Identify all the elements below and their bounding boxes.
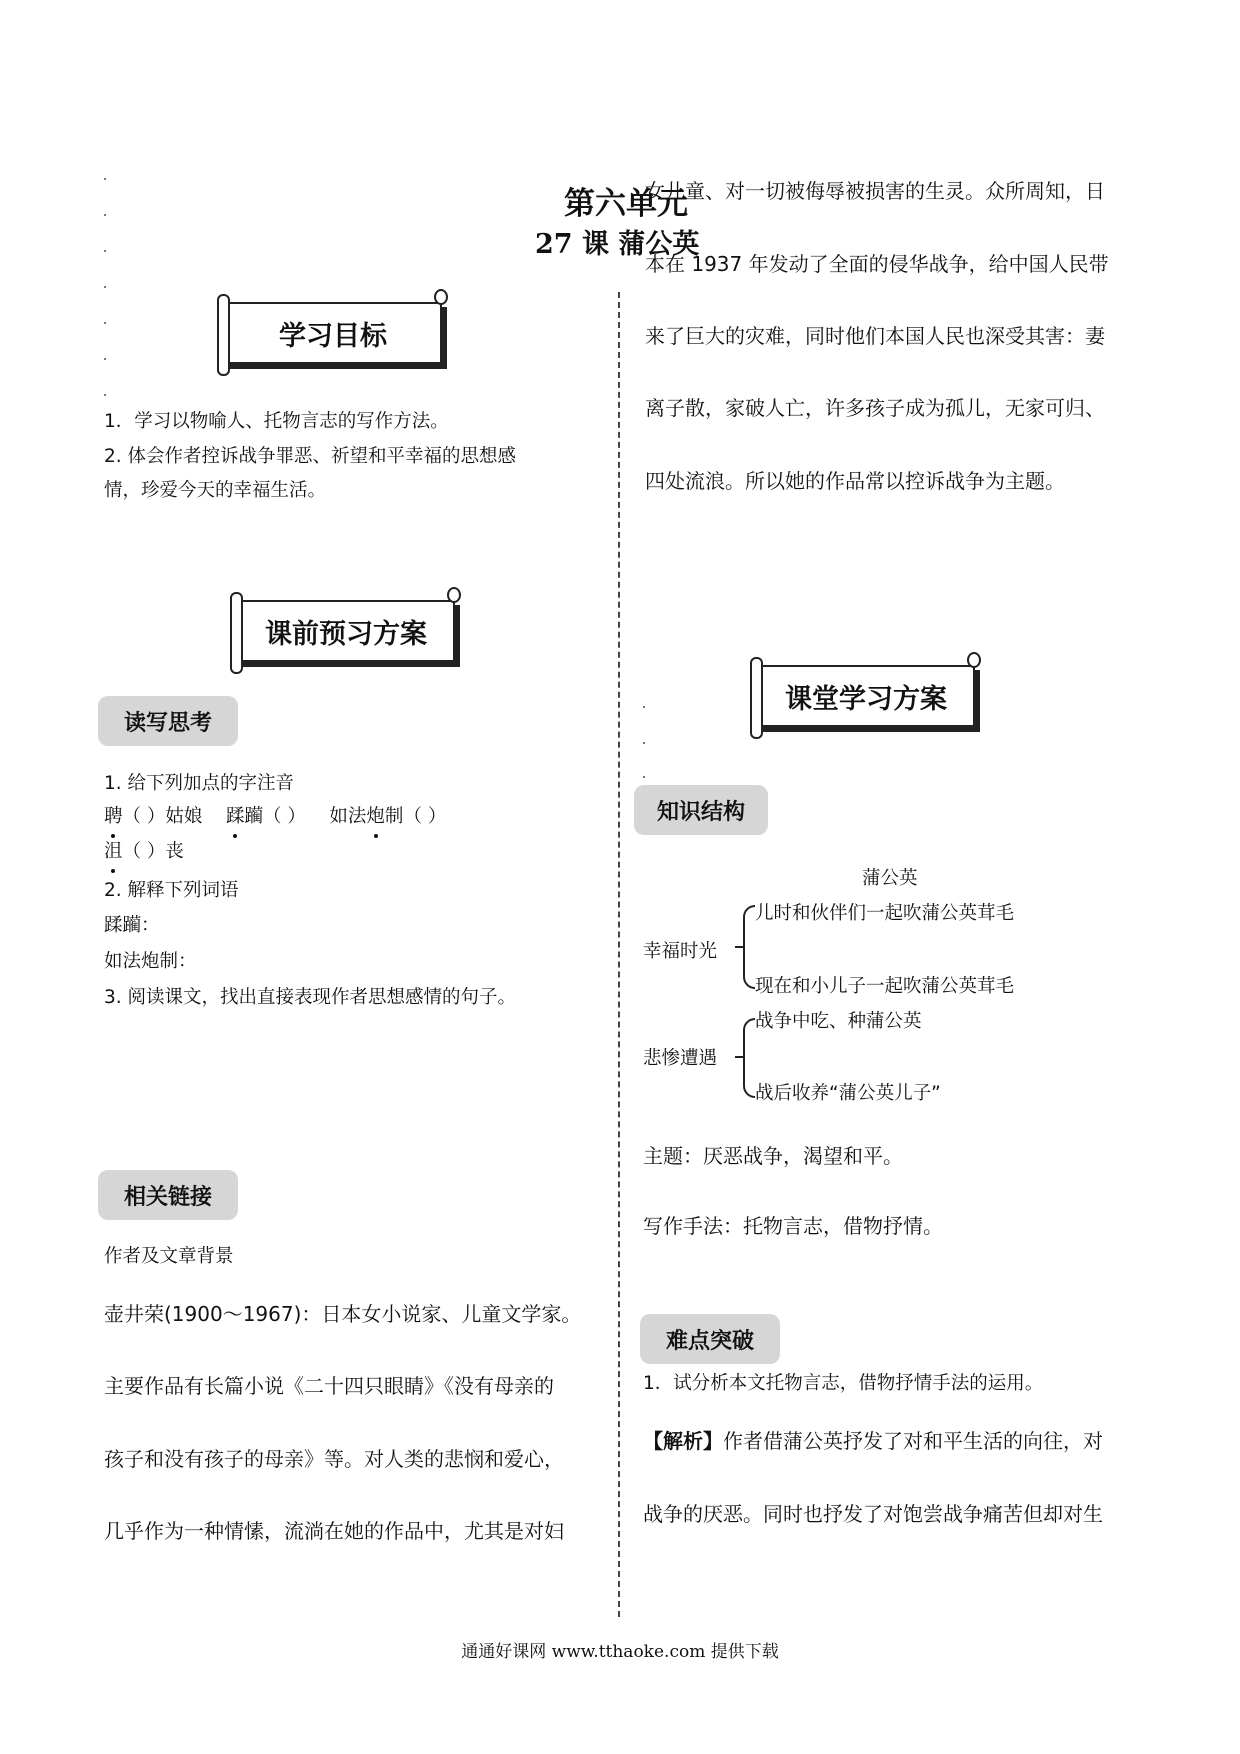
difficulty-question: 1．试分析本文托物言志，借物抒情手法的运用。 (643, 1373, 1044, 1394)
reading-question: 3. 阅读课文，找出直接表现作者思想感情的句子。 (104, 987, 517, 1008)
brace-icon (743, 905, 755, 989)
scan-mark (104, 358, 106, 360)
preview-banner-label: 课前预习方案 (265, 618, 427, 650)
related-line: 壶井荣(1900～1967)：日本女小说家、儿童文学家。 (104, 1302, 582, 1326)
scan-mark (104, 394, 106, 396)
structure-item: 战争中吃、种蒲公英 (755, 1011, 922, 1032)
scan-mark (643, 742, 645, 744)
objectives-banner (224, 302, 442, 364)
pinyin-blank[interactable]: （ ） (403, 806, 447, 827)
analysis-text: 作者借蒲公英抒发了对和平生活的向往，对 (723, 1429, 1103, 1453)
objective-item: 情，珍爱今天的幸福生活。 (104, 480, 327, 501)
scroll-curl-icon (447, 587, 461, 603)
footer-credit: 通通好课网 www.tthaoke.com 提供下载 (461, 1642, 779, 1662)
theme-line: 主题：厌恶战争，渴望和平。 (643, 1144, 903, 1168)
plain-char: 躏 (244, 806, 263, 827)
scan-mark (104, 322, 106, 324)
background-continued: 本在 1937 年发动了全面的侵华战争，给中国人民带 (645, 252, 1109, 276)
dotted-char: 聘 (104, 800, 123, 834)
vocab-item: 如法炮制： (104, 951, 197, 972)
background-continued: 来了巨大的灾难，同时他们本国人民也深受其害：妻 (645, 324, 1105, 348)
unit-title: 第六单元 (564, 186, 688, 222)
classroom-banner-label: 课堂学习方案 (785, 683, 947, 715)
analysis-tag: 【解析】 (643, 1429, 723, 1453)
scan-mark (104, 214, 106, 216)
structure-item: 现在和小儿子一起吹蒲公英茸毛 (755, 976, 1015, 997)
scan-mark (643, 706, 645, 708)
section-label-structure: 知识结构 (634, 785, 768, 835)
related-subtitle: 作者及文章背景 (104, 1246, 234, 1267)
pinyin-line-2 (104, 835, 184, 869)
scroll-curl-icon (434, 289, 448, 305)
pinyin-blank[interactable]: （ ）丧 (122, 841, 184, 862)
structure-item: 儿时和伙伴们一起吹蒲公英茸毛 (755, 903, 1015, 924)
related-line: 孩子和没有孩子的母亲》等。对人类的悲悯和爱心， (104, 1447, 564, 1471)
scan-mark (104, 178, 106, 180)
section-label-difficulty: 难点突破 (640, 1314, 780, 1364)
vocab-item: 蹂躏： (104, 915, 160, 936)
background-continued: 离子散，家破人亡，许多孩子成为孤儿，无家可归、 (645, 396, 1105, 420)
analysis-line (643, 1425, 1103, 1454)
background-continued: 女儿童、对一切被侮辱被损害的生灵。众所周知，日 (645, 179, 1105, 203)
objective-item: 1．学习以物喻人、托物言志的写作方法。 (104, 411, 449, 432)
objectives-banner-label: 学习目标 (279, 320, 387, 352)
scroll-curl-icon (217, 294, 230, 376)
column-divider (618, 292, 620, 1617)
structure-root: 蒲公英 (862, 868, 918, 889)
pinyin-blank[interactable]: （ ） (262, 806, 306, 827)
related-line: 几乎作为一种情愫，流淌在她的作品中，尤其是对妇 (104, 1519, 564, 1543)
brace-tip (735, 946, 744, 948)
scroll-curl-icon (750, 657, 763, 739)
section-label-read-write: 读写思考 (98, 696, 238, 746)
dotted-char: 沮 (104, 835, 123, 869)
section-label-related: 相关链接 (98, 1170, 238, 1220)
brace-tip (735, 1056, 744, 1058)
classroom-banner (757, 665, 975, 727)
pinyin-blank[interactable]: （ ）姑娘 (122, 806, 203, 827)
related-line: 主要作品有长篇小说《二十四只眼睛》《没有母亲的 (104, 1374, 554, 1398)
pinyin-line-1 (104, 800, 446, 834)
structure-group-label: 幸福时光 (643, 941, 718, 962)
brace-icon (743, 1018, 755, 1098)
scroll-curl-icon (230, 592, 243, 674)
scan-mark (643, 776, 645, 778)
lesson-title: 27 课 蒲公英 (535, 229, 700, 260)
dotted-char: 蹂 (226, 800, 245, 834)
analysis-line: 战争的厌恶。同时也抒发了对饱尝战争痛苦但却对生 (643, 1502, 1103, 1526)
objective-item: 2. 体会作者控诉战争罪恶、祈望和平幸福的思想感 (104, 446, 517, 467)
scan-mark (104, 250, 106, 252)
background-continued: 四处流浪。所以她的作品常以控诉战争为主题。 (645, 469, 1065, 493)
plain-char: 制 (384, 806, 404, 827)
structure-item: 战后收养“蒲公英儿子” (755, 1083, 941, 1104)
structure-group-label: 悲惨遭遇 (643, 1048, 718, 1069)
technique-line: 写作手法：托物言志，借物抒情。 (643, 1214, 943, 1238)
preview-banner (237, 600, 455, 662)
scan-mark (104, 286, 106, 288)
plain-char: 如法 (329, 806, 367, 827)
scroll-curl-icon (967, 652, 981, 668)
vocab-question: 2. 解释下列词语 (104, 880, 239, 901)
pinyin-question: 1. 给下列加点的字注音 (104, 773, 295, 794)
dotted-char: 炮 (366, 800, 385, 834)
